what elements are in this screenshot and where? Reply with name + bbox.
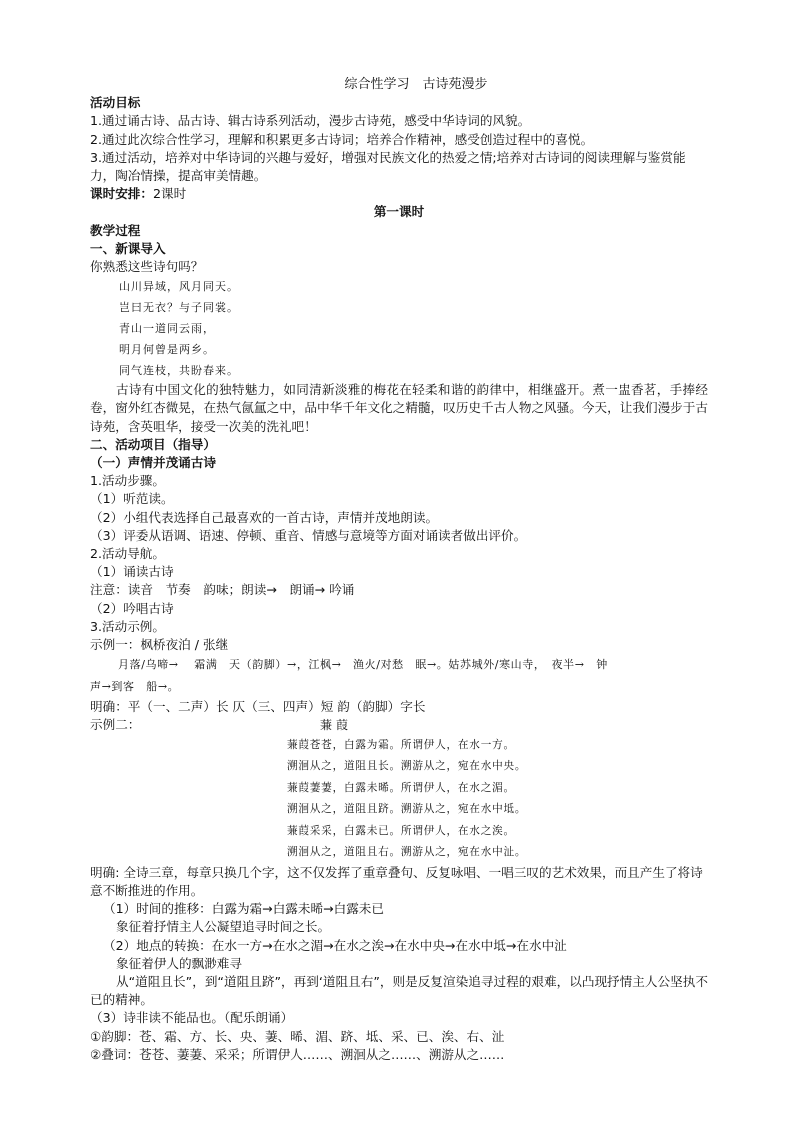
goal-item: 3.通过活动，培养对中华诗词的兴趣与爱好，增强对民族文化的热爱之情;培养对古诗词的阅读理解与鉴赏能力，陶冶情操，提高审美情趣。: [90, 149, 686, 184]
point3: （3）诗非读不能品也。（配乐朗诵）: [90, 1010, 294, 1026]
example2-label: 示例二：: [90, 717, 141, 733]
explain2: 明确: 全诗三章，每章只换几个字，这不仅发挥了重章叠句、反复咏唱、一唱三叹的艺术效果，而且产生了将诗意不断推进的作用。: [90, 864, 703, 898]
lesson-heading: 第一课时: [373, 204, 425, 220]
poem-line: 溯洄从之，道阻且长。溯游从之，宛在水中央。: [287, 760, 527, 773]
steps-label: 1.活动步骤。: [90, 473, 165, 489]
point2-note: 象征着伊人的飘渺难寻: [116, 955, 242, 971]
poem-line: 同气连枝，共盼春来。: [119, 364, 239, 378]
nav-label: 2.活动导航。: [90, 546, 165, 562]
poem-line: 岂曰无衣？与子同裳。: [119, 301, 239, 315]
goals-heading: 活动目标: [90, 95, 141, 111]
goal-item: 2.通过此次综合性学习，理解和积累更多古诗词；培养合作精神，感受创造过程中的喜悦。: [90, 131, 594, 147]
jianjia-poem: [90, 735, 708, 864]
page-title: 综合性学习 古诗苑漫步: [344, 77, 488, 92]
intro-heading: 一、新课导入: [90, 240, 166, 256]
schedule-value: 2课时: [152, 186, 187, 202]
point2: （2）地点的转换：在水一方→在水之湄→在水之涘→在水中央→在水中坻→在水中沚: [103, 937, 567, 953]
point1: （1）时间的推移：白露为霜→白露未晞→白露未已: [103, 901, 384, 917]
poem-line: 溯洄从之，道阻且跻。溯游从之，宛在水中坻。: [287, 803, 527, 816]
nav-item: （2）吟唱古诗: [90, 600, 174, 616]
example-label: 3.活动示例。: [90, 618, 165, 634]
document-page: [90, 76, 708, 1064]
nav-note: 注意：读音 节奏 韵味；朗读→ 朗诵→ 吟诵: [90, 582, 355, 598]
intro-poem: [90, 276, 708, 381]
goal-item: 1.通过诵古诗、品古诗、辑古诗系列活动，漫步古诗苑，感受中华诗词的风貌。: [90, 113, 531, 129]
repeat-list: ②叠词：苍苍、萋萋、采采；所谓伊人……、溯洄从之……、溯游从之……: [90, 1046, 505, 1062]
example1-title: 示例一：枫桥夜泊 / 张继: [90, 637, 229, 653]
example1-line: 声→到客 船→。: [90, 680, 180, 694]
intro-paragraph: 古诗有中国文化的独特魅力，如同清新淡雅的梅花在轻柔和谐的韵律中，相继盛开。煮一盅香茗，手捧经卷，窗外红杏微晃，在热气氤氲之中，品中华千年文化之精髓，叹历史千古人物之风骚。今天，让我们漫步于古诗苑，含英咀华，接受一次美的洗礼吧！: [90, 382, 708, 434]
point2-paragraph: 从“道阻且长”，到“道阻且跻”，再到‘道阻且右”，则是反复渲染追寻过程的艰难，以凸现抒情主人公坚执不已的精神。: [90, 973, 708, 1008]
process-heading: 教学过程: [90, 222, 141, 238]
poem-line: 蒹葭萋萋，白露未晞。所谓伊人，在水之湄。: [287, 781, 515, 794]
poem-line: 蒹葭苍苍，白露为霜。所谓伊人，在水一方。: [287, 738, 515, 751]
rhyme-list: ①韵脚：苍、霜、方、长、央、萋、晞、湄、跻、坻、采、已、涘、右、沚: [90, 1028, 505, 1044]
step-item: （2）小组代表选择自己最喜欢的一首古诗，声情并茂地朗读。: [90, 509, 439, 525]
intro-question: 你熟悉这些诗句吗？: [90, 259, 204, 275]
explain1: 明确：平（一、二声）长 仄（三、四声）短 韵（韵脚）字长: [90, 699, 426, 715]
schedule: [90, 185, 708, 203]
example1-text: [90, 654, 708, 698]
poem-line: 山川异域，风月同天。: [119, 280, 239, 294]
example2-header: [90, 716, 708, 734]
activity-heading: 二、活动项目（指导）: [90, 436, 216, 452]
step-item: （3）评委从语调、语速、停顿、重音、情感与意境等方面对诵读者做出评价。: [90, 527, 527, 543]
poem-line: 蒹葭采采，白露未已。所谓伊人，在水之涘。: [287, 824, 515, 837]
nav-item: （1）诵读古诗: [90, 564, 174, 580]
example2-title: 蒹葭: [320, 718, 353, 733]
activity-subheading: （一）声情并茂诵古诗: [90, 455, 216, 471]
point1-note: 象征着抒情主人公凝望追寻时间之长。: [116, 919, 331, 935]
poem-line: 青山一道同云雨，: [119, 322, 215, 336]
schedule-label: 课时安排：: [90, 186, 153, 202]
example1-line: 月落/乌啼→ 霜满 天（韵脚）→，江枫→ 渔火/对愁 眠→。姑苏城外/寒山寺， 夜半→ 钟: [118, 658, 608, 672]
poem-line: 明月何曾是两乡。: [119, 343, 215, 357]
step-item: （1）听范读。: [90, 491, 174, 507]
poem-line: 溯洄从之，道阻且右。溯游从之，宛在水中沚。: [287, 846, 527, 859]
